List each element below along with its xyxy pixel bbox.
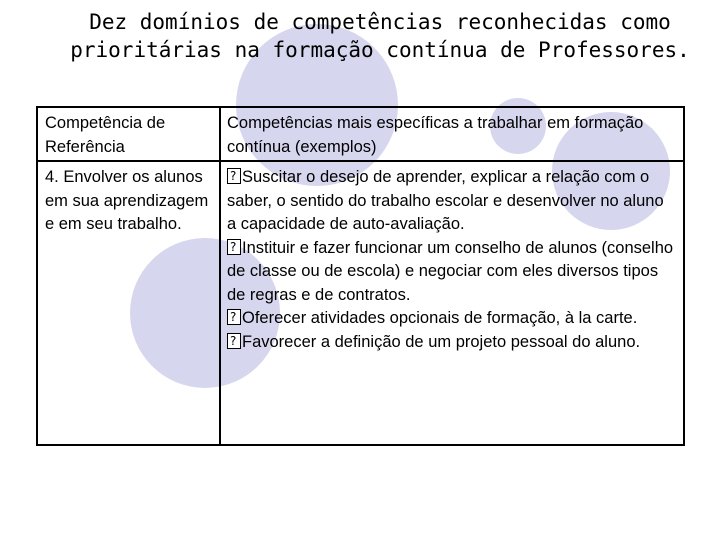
competency-item (227, 166, 677, 237)
missing-glyph-bullet-icon (227, 309, 241, 325)
competency-item-text: Instituir e fazer funcionar um conselho de alunos (conselho de classe ou de escola) e negociar com eles diversos tipos de regras e de contratos. (227, 238, 674, 304)
competency-item (227, 237, 677, 308)
table-column-divider (219, 108, 221, 444)
competency-item (227, 331, 677, 355)
competency-item-text: Suscitar o desejo de aprender, explicar a relação com o saber, o sentido do trabalho escolar e desenvolver no aluno a capacidade de auto-avaliação. (227, 168, 664, 233)
header-specific-competencies: Competências mais específicas a trabalhar em formação contínua (exemplos) (227, 114, 644, 156)
missing-glyph-bullet-icon (227, 168, 241, 184)
reference-competency-cell: 4. Envolver os alunos em sua aprendizagem e em seu trabalho. (45, 168, 209, 233)
table-row-divider (38, 160, 683, 162)
competency-table (36, 106, 685, 446)
competency-item (227, 307, 677, 331)
competency-item-text: Oferecer atividades opcionais de formação, à la carte. (242, 309, 638, 327)
header-reference-competency: Competência de Referência (45, 114, 166, 156)
page-title: Dez domínios de competências reconhecidas como prioritárias na formação contínua de Professores. (70, 10, 690, 62)
missing-glyph-bullet-icon (227, 239, 241, 255)
specific-competencies-cell (227, 166, 677, 354)
competency-item-text: Favorecer a definição de um projeto pessoal do aluno. (242, 332, 641, 351)
missing-glyph-bullet-icon (227, 333, 241, 349)
